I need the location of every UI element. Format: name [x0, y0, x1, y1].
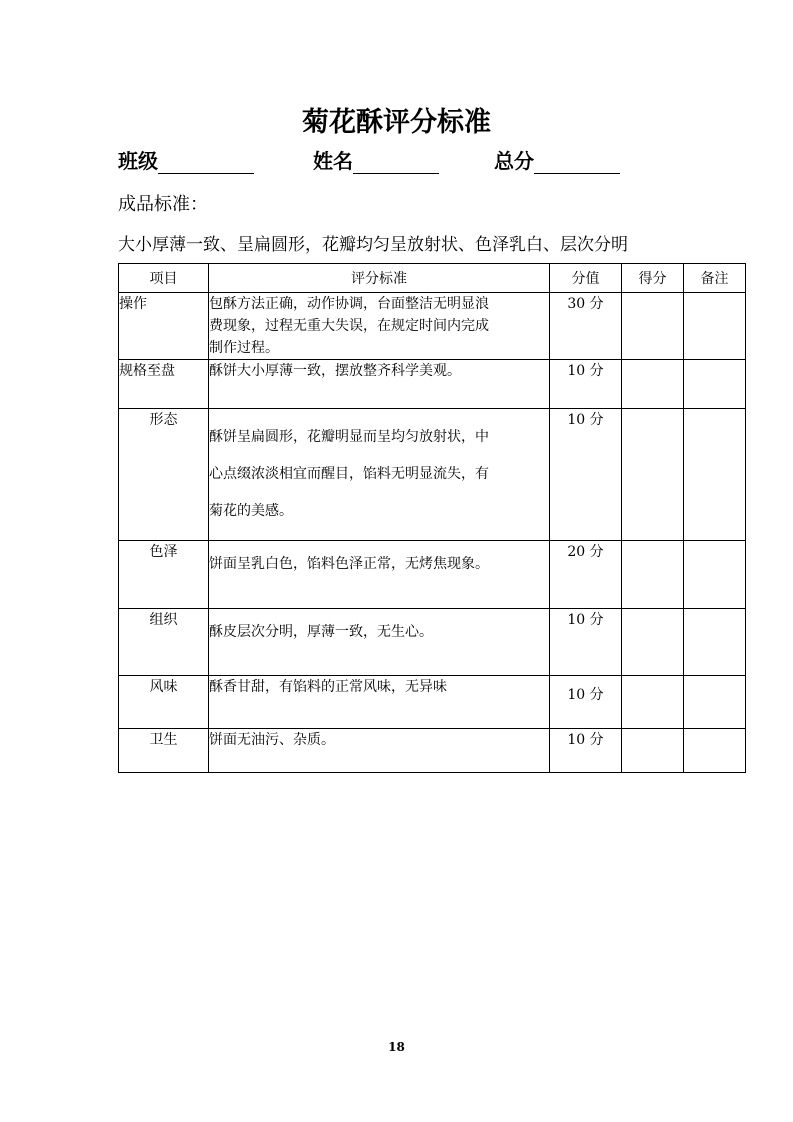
- item-cell: 风味: [119, 676, 209, 729]
- points-cell: 10 分: [550, 676, 622, 729]
- table-row: [119, 609, 746, 676]
- page-number: 18: [388, 1040, 405, 1054]
- class-blank[interactable]: [158, 151, 254, 174]
- total-score-label: 总分: [494, 149, 534, 173]
- name-label: 姓名: [313, 149, 353, 173]
- criteria-line: 费现象，过程无重大失误，在规定时间内完成: [209, 318, 489, 334]
- table-row: [119, 409, 746, 541]
- score-cell[interactable]: [622, 409, 684, 541]
- score-cell[interactable]: [622, 360, 684, 409]
- criteria-line: 制作过程。: [209, 340, 279, 356]
- class-label: 班级: [118, 149, 158, 173]
- table-row: [119, 729, 746, 773]
- remarks-cell[interactable]: [684, 293, 746, 360]
- criteria-cell: [209, 360, 550, 409]
- criteria-line: 酥饼大小厚薄一致，摆放整齐科学美观。: [209, 363, 461, 379]
- score-cell[interactable]: [622, 609, 684, 676]
- points-cell: 10 分: [550, 360, 622, 409]
- criteria-line: 心点缀浓淡相宜而醒目，馅料无明显流失，有: [209, 466, 489, 482]
- table-row: [119, 541, 746, 609]
- total-score-field[interactable]: [494, 145, 620, 174]
- score-cell[interactable]: [622, 729, 684, 773]
- remarks-cell[interactable]: [684, 609, 746, 676]
- criteria-cell: [209, 293, 550, 360]
- criteria-cell: [209, 541, 550, 609]
- total-score-blank[interactable]: [534, 151, 620, 174]
- criteria-cell: [209, 609, 550, 676]
- finished-product-label: 成品标准：: [118, 194, 208, 215]
- points-cell: 10 分: [550, 729, 622, 773]
- table-header-row: [119, 264, 746, 293]
- table-row: [119, 293, 746, 360]
- criteria-line: 酥饼呈扁圆形，花瓣明显而呈均匀放射状，中: [209, 429, 489, 445]
- points-cell: 10 分: [550, 409, 622, 541]
- table-row: [119, 360, 746, 409]
- name-blank[interactable]: [353, 151, 439, 174]
- score-cell[interactable]: [622, 541, 684, 609]
- criteria-line: 酥香甘甜，有馅料的正常风味，无异味: [209, 679, 447, 695]
- page-title: 菊花酥评分标准: [302, 107, 491, 138]
- remarks-cell[interactable]: [684, 409, 746, 541]
- item-cell: 色泽: [119, 541, 209, 609]
- criteria-line: 包酥方法正确，动作协调，台面整洁无明显浪: [209, 296, 489, 312]
- item-cell: 操作: [119, 293, 209, 360]
- header-score: 得分: [622, 264, 684, 293]
- remarks-cell[interactable]: [684, 541, 746, 609]
- item-cell: 组织: [119, 609, 209, 676]
- criteria-cell: [209, 729, 550, 773]
- class-field[interactable]: [118, 145, 254, 174]
- table-row: [119, 676, 746, 729]
- item-cell: 形态: [119, 409, 209, 541]
- item-cell: 卫生: [119, 729, 209, 773]
- criteria-cell: [209, 676, 550, 729]
- criteria-line: 饼面呈乳白色，馅料色泽正常，无烤焦现象。: [209, 556, 489, 572]
- remarks-cell[interactable]: [684, 676, 746, 729]
- header-remarks: 备注: [684, 264, 746, 293]
- scoring-table: [118, 263, 746, 773]
- points-cell: 10 分: [550, 609, 622, 676]
- student-info-row: [118, 145, 718, 179]
- score-cell[interactable]: [622, 293, 684, 360]
- name-field[interactable]: [313, 145, 439, 174]
- criteria-cell: [209, 409, 550, 541]
- score-cell[interactable]: [622, 676, 684, 729]
- header-criteria: 评分标准: [209, 264, 550, 293]
- criteria-line: 饼面无油污、杂质。: [209, 732, 335, 748]
- finished-product-standard: 大小厚薄一致、呈扁圆形，花瓣均匀呈放射状、色泽乳白、层次分明: [118, 235, 628, 255]
- remarks-cell[interactable]: [684, 729, 746, 773]
- remarks-cell[interactable]: [684, 360, 746, 409]
- points-cell: 30 分: [550, 293, 622, 360]
- header-points: 分值: [550, 264, 622, 293]
- points-cell: 20 分: [550, 541, 622, 609]
- criteria-line: 酥皮层次分明，厚薄一致，无生心。: [209, 624, 433, 640]
- item-cell: 规格至盘: [119, 360, 209, 409]
- criteria-line: 菊花的美感。: [209, 503, 293, 519]
- header-item: 项目: [119, 264, 209, 293]
